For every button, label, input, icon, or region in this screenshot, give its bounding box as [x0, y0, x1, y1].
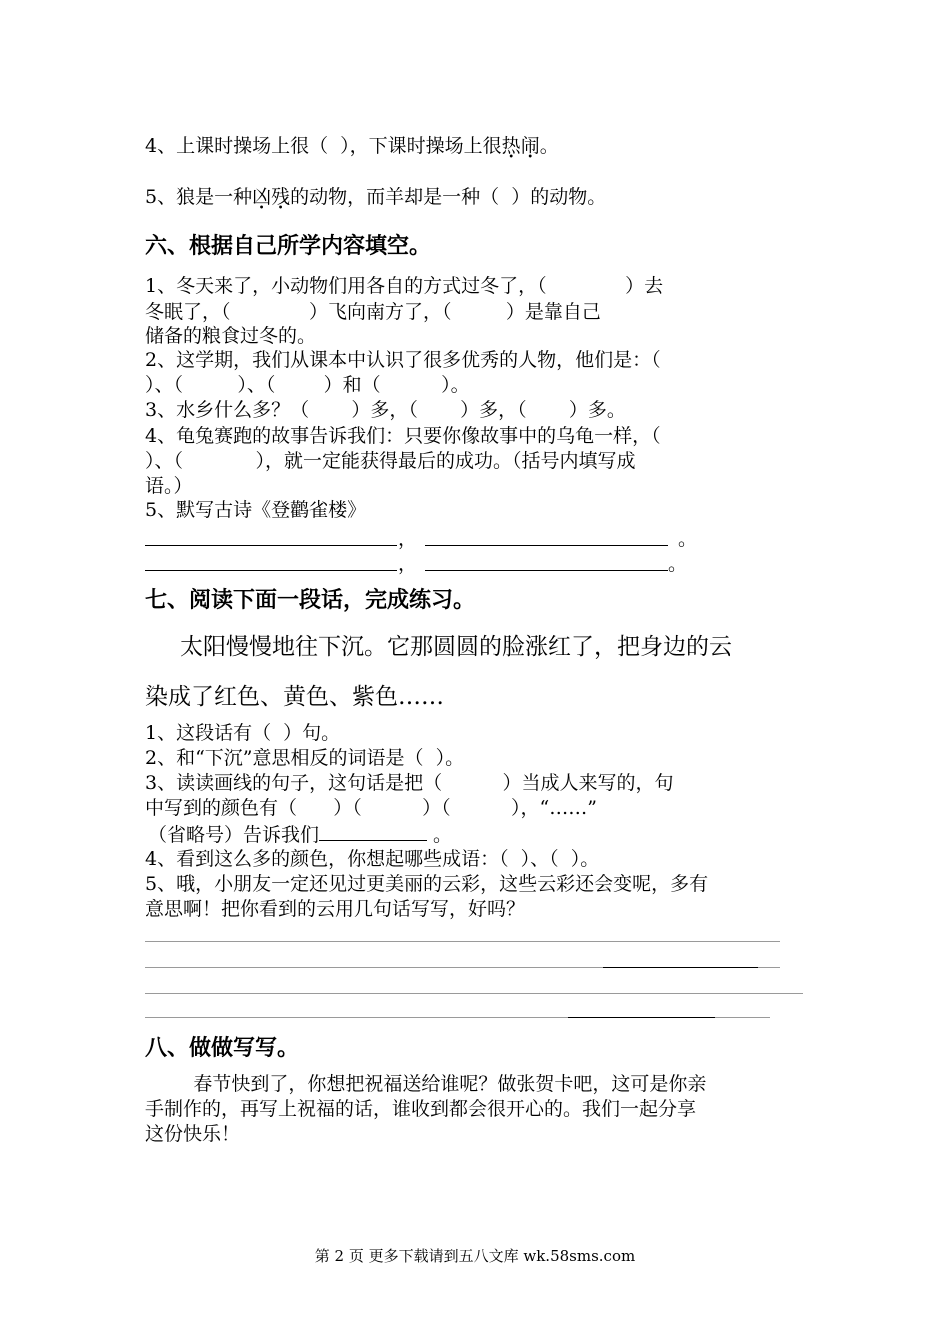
- s8-line: 春节快到了，你想把祝福送给谁呢？做张贺卡吧，这可是你亲: [145, 1073, 707, 1095]
- passage-line: 染成了红色、黄色、紫色……: [145, 684, 444, 710]
- s6-line: 储备的粮食过冬的。: [145, 325, 317, 347]
- s6-line: 冬眠了，（ ）飞向南方了，（ ）是靠自己: [145, 301, 601, 323]
- q5-4: [145, 134, 559, 158]
- q5-5-text: 5、狼是一种: [145, 186, 253, 208]
- poem-comma: ，: [398, 528, 418, 550]
- q5-5-end: 的动物，而羊却是一种（ ）的动物。: [290, 186, 607, 208]
- s7-line-3b-end: 。: [427, 824, 453, 846]
- s7-line: 5、哦，小朋友一定还见过更美丽的云彩，这些云彩还会变呢，多有: [145, 873, 709, 895]
- section6-title: 六、根据自己所学内容填空。: [145, 234, 432, 259]
- q5-4-end: 。: [539, 135, 559, 157]
- q5-5: [145, 185, 606, 209]
- answer-blank[interactable]: [319, 822, 427, 841]
- s6-line: 3、水乡什么多？（ ）多，（ ）多，（ ）多。: [145, 399, 626, 421]
- s6-line: ）、（ ），就一定能获得最后的成功。（括号内填写成: [145, 450, 636, 472]
- poem-period: 。: [668, 553, 688, 575]
- poem-period: 。: [678, 528, 698, 550]
- s7-line: 中写到的颜色有（ ）（ ）（ ），“……”: [145, 797, 597, 819]
- s7-line: 4、看到这么多的颜色，你想起哪些成语：（ ）、（ ）。: [145, 848, 600, 870]
- s6-line: 语。）: [145, 475, 193, 497]
- writing-line-mark: [568, 1017, 715, 1018]
- s6-line: 4、龟兔赛跑的故事告诉我们：只要你像故事中的乌龟一样，（: [145, 425, 661, 447]
- poem-blank[interactable]: [145, 570, 397, 571]
- writing-line[interactable]: [145, 941, 780, 942]
- emphasis-char: 热: [501, 135, 521, 157]
- s7-line-3b: [148, 822, 452, 847]
- passage-line: 太阳慢慢地往下沉。它那圆圆的脸涨红了，把身边的云: [180, 634, 732, 660]
- emphasis-char: 闹: [520, 135, 540, 157]
- emphasis-char: 残: [271, 186, 291, 208]
- poem-blank[interactable]: [145, 545, 397, 546]
- s6-line: 1、冬天来了，小动物们用各自的方式过冬了，（ ）去: [145, 275, 664, 297]
- emphasis-char: 凶: [252, 186, 272, 208]
- q5-4-text: 4、上课时操场上很（ ），下课时操场上很: [145, 135, 502, 157]
- s7-line-3b-text: （省略号）告诉我们: [148, 824, 320, 846]
- s6-line: 5、默写古诗《登鹳雀楼》: [145, 499, 367, 521]
- page-footer: 第 2 页 更多下载请到五八文库 wk.58sms.com: [314, 1247, 636, 1265]
- s8-line: 手制作的，再写上祝福的话，谁收到都会很开心的。我们一起分享: [145, 1098, 697, 1120]
- writing-line[interactable]: [145, 993, 803, 994]
- s7-line: 3、读读画线的句子，这句话是把（ ）当成人来写的，句: [145, 772, 674, 794]
- section8-title: 八、做做写写。: [145, 1036, 300, 1061]
- s7-line: 1、这段话有（ ）句。: [145, 722, 341, 744]
- poem-blank[interactable]: [425, 570, 668, 571]
- s8-line: 这份快乐！: [145, 1123, 241, 1145]
- s7-line: 意思啊！把你看到的云用几句话写写，好吗？: [145, 898, 526, 920]
- s6-line: 2、这学期，我们从课本中认识了很多优秀的人物，他们是：（: [145, 349, 661, 371]
- poem-blank[interactable]: [425, 545, 668, 546]
- poem-comma: ，: [398, 553, 418, 575]
- s6-line: ）、（ ）、（ ）和（ ）。: [145, 374, 470, 396]
- s7-line: 2、和“下沉”意思相反的词语是（ ）。: [145, 747, 465, 769]
- section7-title: 七、阅读下面一段话，完成练习。: [145, 588, 476, 613]
- writing-line-mark: [603, 967, 758, 968]
